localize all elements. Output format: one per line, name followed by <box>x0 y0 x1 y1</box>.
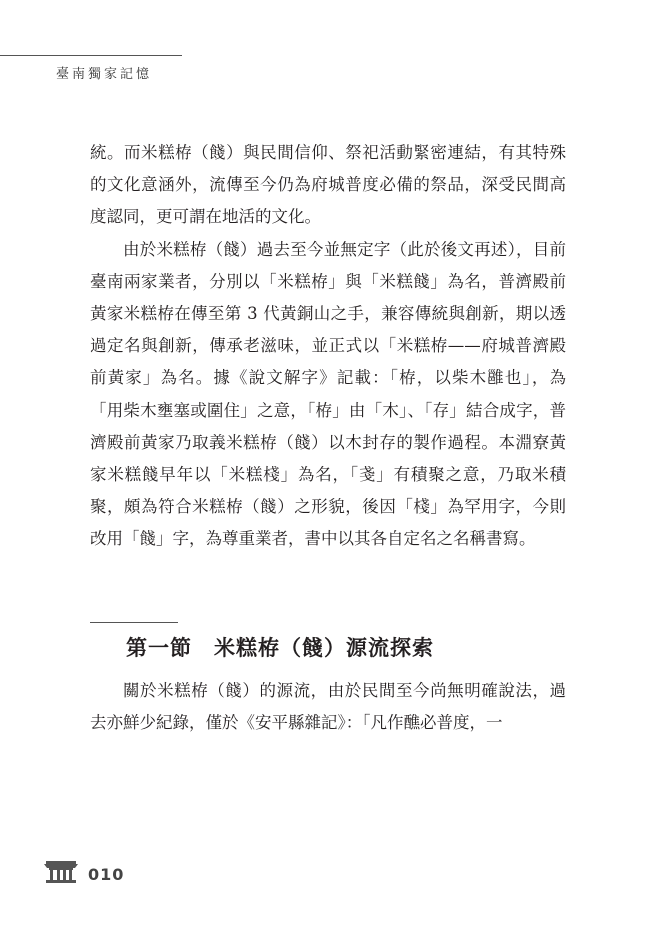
paragraph-2: 由於米糕栫（餞）過去至今並無定字（此於後文再述），目前臺南兩家業者，分別以「米糕栫」與「米糕餞」為名，普濟殿前黃家米糕栫在傳至第 3 代黃銅山之手，兼容傳統與創新，期以透過定名與創新，傳承老滋味，並正式以「米糕栫——府城普濟殿前黃家」為名。據《說文解字》記載：「栫，以柴木雝也」，為「用柴木壅塞或圍住」之意，「栫」由「木」、「存」結合成字，普濟殿前黃家乃取義米糕栫（餞）以木封存的製作過程。本淵寮黃家米糕餞早年以「米糕棧」為名，「戔」有積聚之意，乃取米積聚，頗為符合米糕栫（餞）之形貌，後因「棧」為罕用字，今則改用「餞」字，為尊重業者，書中以其各自定名之名稱書寫。 <box>90 239 566 549</box>
page-footer <box>44 862 124 886</box>
temple-icon <box>44 861 78 887</box>
body-text <box>90 137 566 556</box>
page-number: 010 <box>88 864 125 884</box>
section-title: 第一節 米糕栫（餞）源流探索 <box>126 635 434 660</box>
paragraph-1: 統。而米糕栫（餞）與民間信仰、祭祀活動緊密連結，有其特殊的文化意涵外，流傳至今仍為府城普度必備的祭品，深受民間高度認同，更可謂在地活的文化。 <box>90 143 566 227</box>
section-rule <box>90 622 178 623</box>
paragraph-3: 關於米糕栫（餞）的源流，由於民間至今尚無明確說法，過去亦鮮少紀錄，僅於《安平縣雜記》：「凡作醮必普度，一 <box>90 681 566 733</box>
section-body <box>90 675 566 739</box>
header-rule <box>0 55 182 56</box>
running-title: 臺南獨家記憶 <box>56 67 153 82</box>
